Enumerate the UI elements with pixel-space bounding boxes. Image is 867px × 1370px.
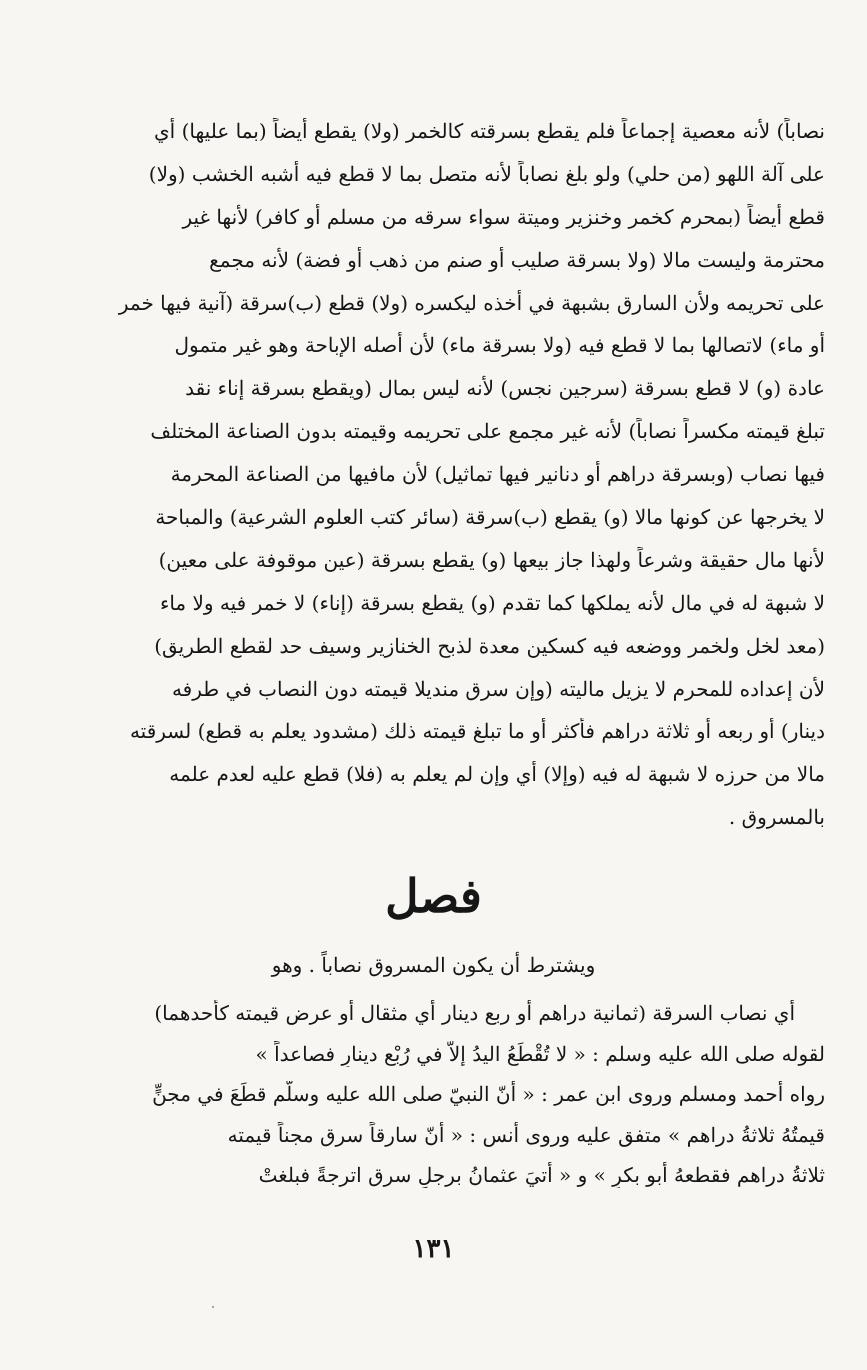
text-line: عادة (و) لا قطع بسرقة (سرجين نجس) لأنه ليس بمال (ويقطع بسرقة إناء نقد xyxy=(185,376,825,401)
commentary-line: أي نصاب السرقة (ثمانية دراهم أو ربع دينار أي مثقال أو عرض قيمته كأحدهما) xyxy=(154,1001,795,1025)
text-line: بالمسروق . xyxy=(728,805,825,830)
main-body-text xyxy=(90,118,825,847)
commentary-line: لقوله صلى الله عليه وسلم : « لا تُقْطَعُ اليدُ إلاّ في رُبْعِ دينارٍ فصاعداً » xyxy=(255,1041,825,1066)
commentary-line: قيمتُهُ ثلاثةُ دراهم » متفق عليه وروى أنس : « أنّ سارقاً سرق مجناً قيمته xyxy=(227,1122,825,1147)
text-line: لأن إعداده للمحرم لا يزيل ماليته (وإن سرق منديلا قيمته دون النصاب في طرفه xyxy=(171,676,825,701)
text-line: على آلة اللهو (من حلي) ولو بلغ نصاباً لأنه متصل بما لا قطع فيه أشبه الخشب (ولا) xyxy=(148,161,825,186)
text-line: مالا من حرزه لا شبهة له فيه (وإلا) أي وإن لم يعلم به (فلا) قطع عليه لعدم علمه xyxy=(169,762,825,787)
text-line: محترمة وليست مالا (ولا بسرقة صليب أو صنم من ذهب أو فضة) لأنه مجمع xyxy=(209,247,825,272)
text-line: أو ماء) لاتصالها بما لا قطع فيه (ولا بسرقة ماء) لأن أصله الإباحة وهو غير متمول xyxy=(174,333,825,358)
commentary-line: رواه أحمد ومسلم وروى ابن عمر : « أنّ النبيّ صلى الله عليه وسلّم قطَعَ في مجنٍّ xyxy=(152,1082,825,1106)
text-line: قطع أيضاً (بمحرم كخمر وخنزير وميتة سواء سرقه من مسلم أو كافر) لأنها غير xyxy=(182,204,825,229)
text-line: لا يخرجها عن كونها مالا (و) يقطع (ب)سرقة (سائر كتب العلوم الشرعية) والمباحة xyxy=(155,505,825,530)
text-line: لا شبهة له في مال لأنه يملكها كما تقدم (و) يقطع بسرقة (إناء) لا خمر فيه ولا ماء xyxy=(159,590,825,615)
text-line: لأنها مال حقيقة وشرعاً ولهذا جاز بيعها (و) يقطع بسرقة (عين موقوفة على معين) xyxy=(158,547,825,572)
text-line: نصاباً) لأنه معصية إجماعاً فلم يقطع بسرقته كالخمر (ولا) يقطع أيضاً (بما عليها) أي xyxy=(154,119,825,143)
paper-speck xyxy=(212,1306,214,1308)
text-line: تبلغ قيمته مكسراً نصاباً) لأنه غير مجمع على تحريمه وقيمته بدون الصناعة المختلف xyxy=(150,419,825,444)
text-line: فيها نصاب (وبسرقة دراهم أو دنانير فيها تماثيل) لأن مافيها من الصناعة المحرمة xyxy=(170,462,825,487)
commentary-line: ثلاثةُ دراهم فقطعهُ أبو بكرٍ » و « أُتيَ عثمانُ برجلٍ سرق اترجةً فبلغتْ xyxy=(258,1163,825,1187)
text-line: (معد لخل ولخمر ووضعه فيه كسكين معدة لذبح الخنازير وسيف حد لقطع الطريق) xyxy=(154,633,825,658)
section-heading: فصل xyxy=(385,869,482,923)
commentary-text xyxy=(90,1000,825,1203)
text-line: دينار) أو ربعه أو ثلاثة دراهم فأكثر أو ما تبلغ قيمته ذلك (مشدود يعلم به قطع) لسرقته xyxy=(129,719,825,744)
text-line: على تحريمه ولأن السارق بشبهة في أخذه ليكسره (ولا) قطع (ب)سرقة (آنية فيها خمر xyxy=(118,290,825,315)
section-subheading: ويشترط أن يكون المسروق نصاباً . وهو xyxy=(271,953,596,977)
page-number: ١٣١ xyxy=(412,1234,455,1264)
